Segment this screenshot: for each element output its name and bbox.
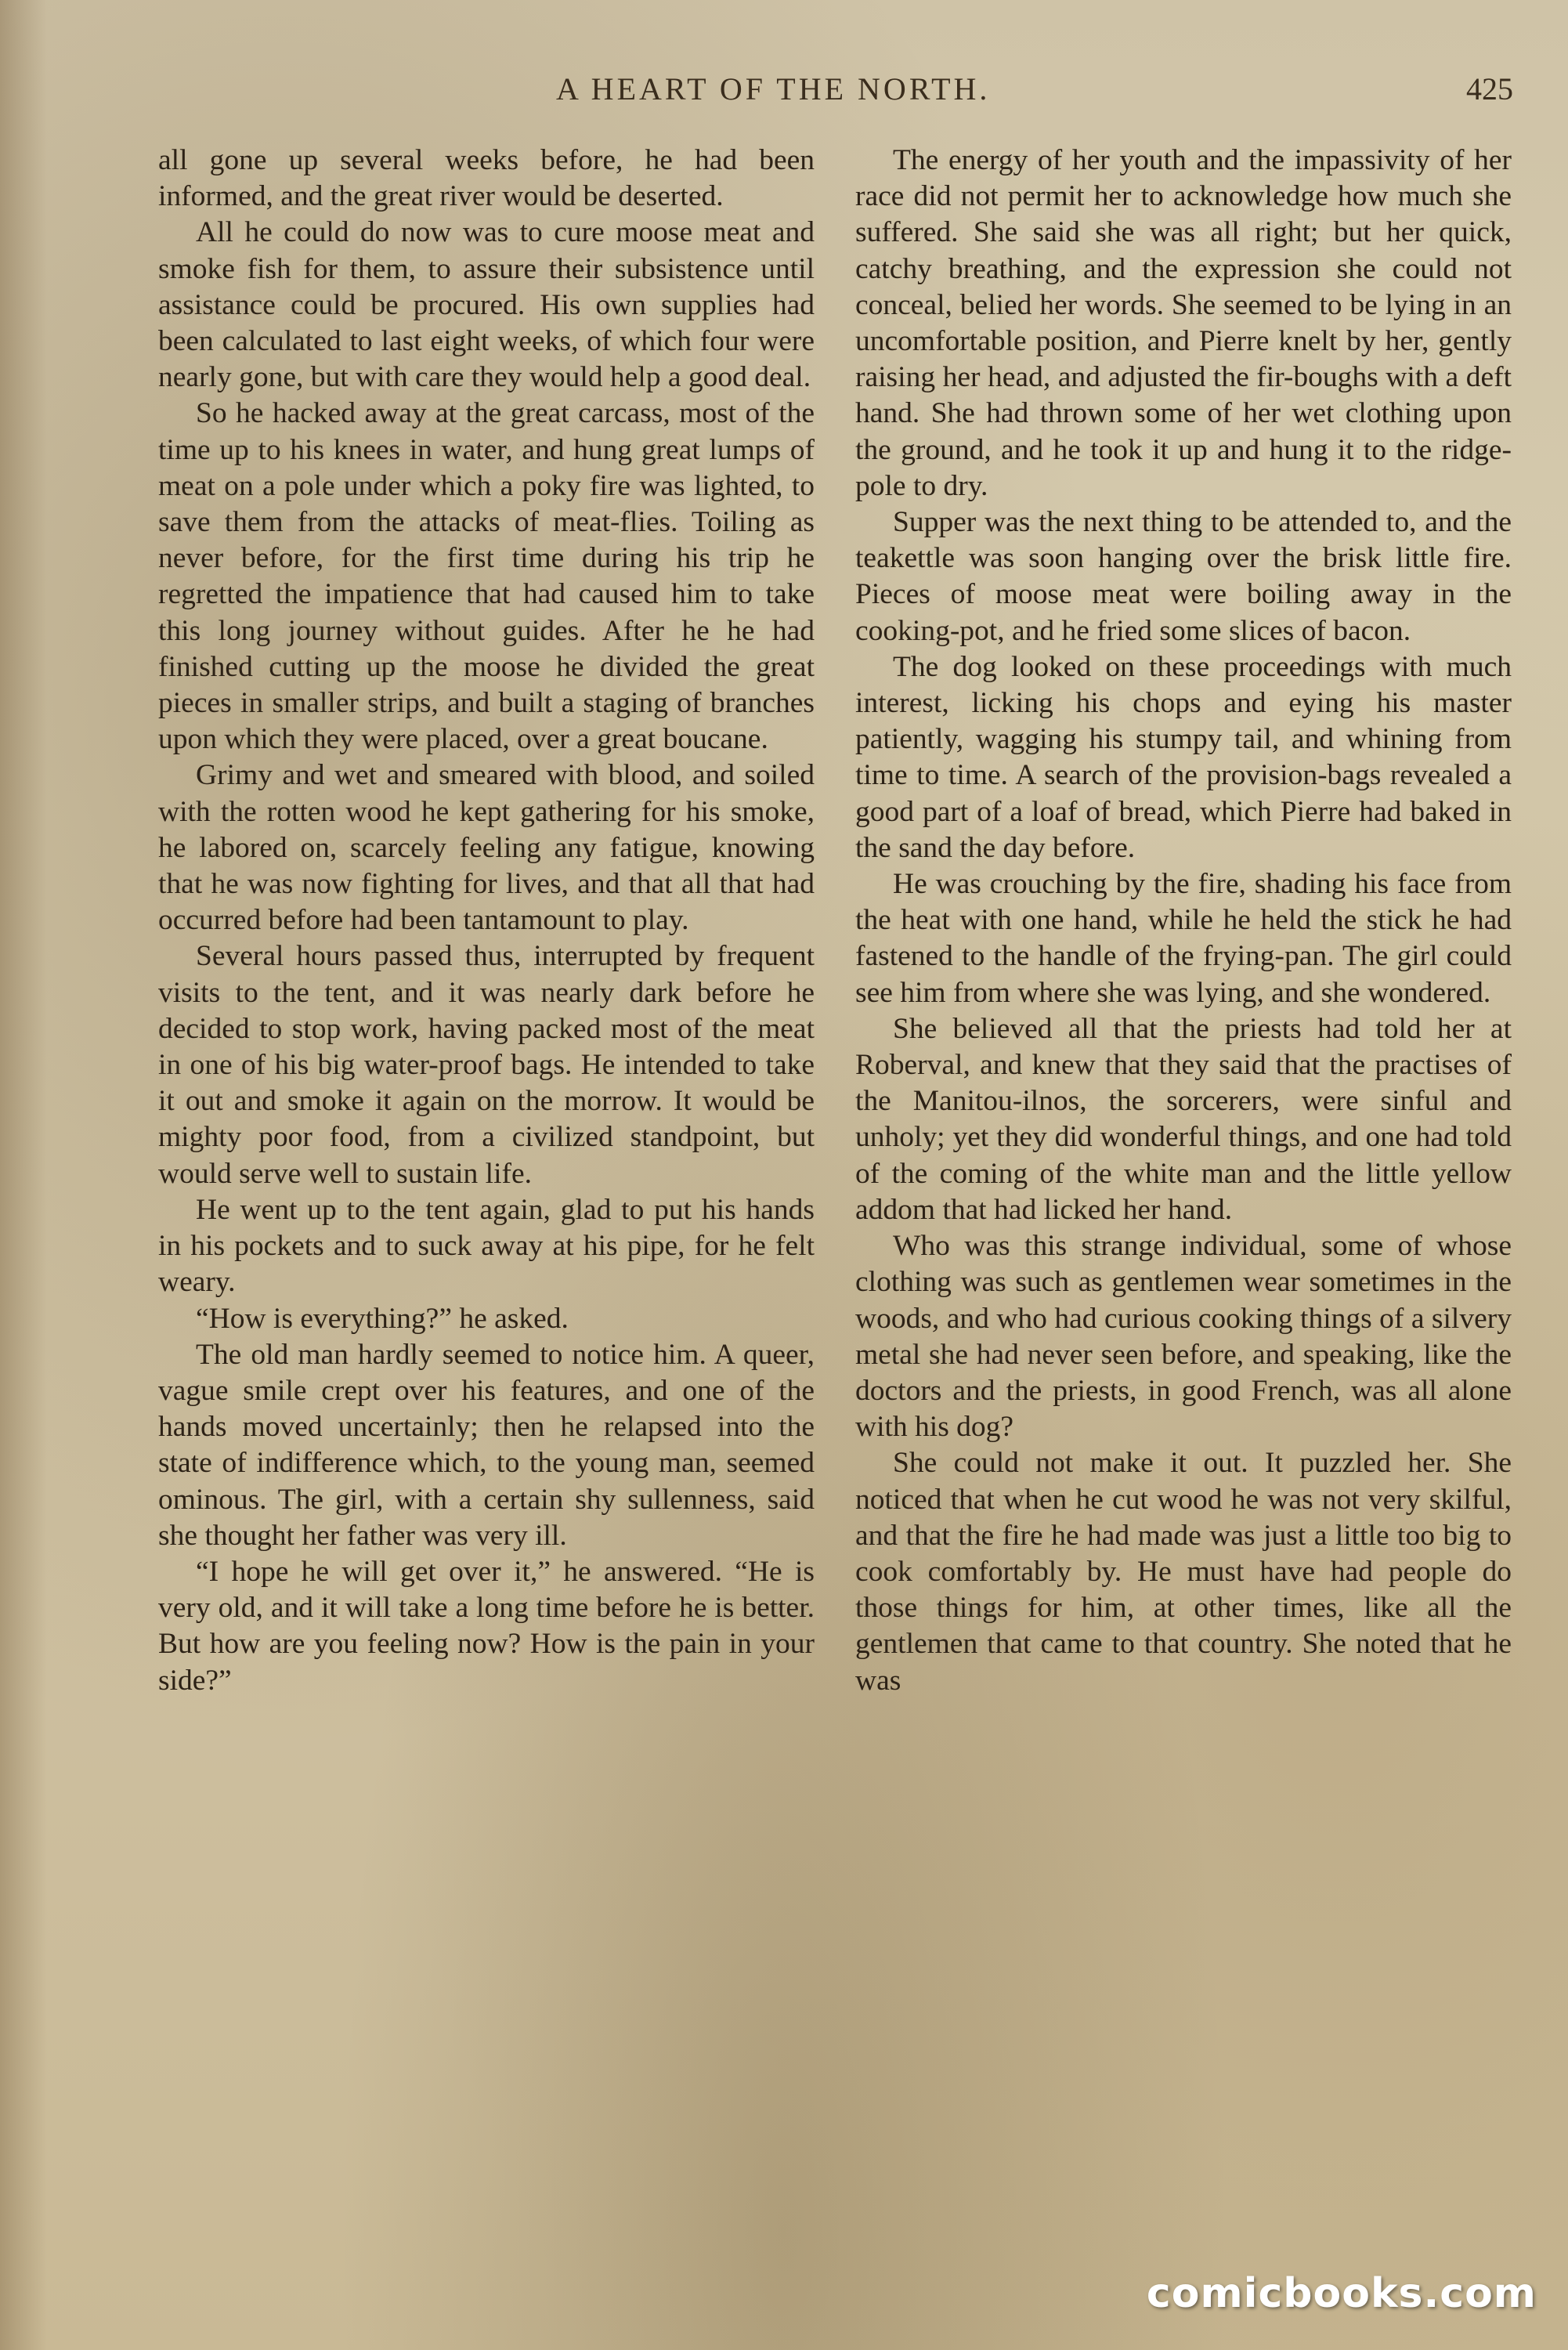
- paragraph: “How is everything?” he asked.: [196, 1302, 569, 1335]
- page-edge-shadow: [0, 0, 47, 2350]
- paragraph: The energy of her youth and the impassivity of her race did not permit her to acknowledge how much she suffered. She said she was all right; but her quick, catchy breathing, and the expression she could not conceal, belied her words. She seemed to be lying in an uncomfortable position, and Pierre knelt by her, gently raising her head, and adjusted the fir-boughs with a deft hand. She had thrown some of her wet clothing upon the ground, and he took it up and hung it to the ridge-pole to dry.: [855, 144, 1512, 502]
- paragraph: Several hours passed thus, interrupted by frequent visits to the tent, and it was nearly dark before he decided to stop work, having packed most of the meat in one of his big water-proof bags. He intended to take it out and smoke it again on the morrow. It would be mighty poor food, from a civilized standpoint, but would serve well to sustain life.: [158, 940, 815, 1190]
- paragraph: Grimy and wet and smeared with blood, and soiled with the rotten wood he kept gathering for his smoke, he labored on, scarcely feeling any fatigue, knowing that he was now fighting for lives, and that all that had occurred before had been tantamount to play.: [158, 759, 815, 937]
- paragraph: all gone up several weeks before, he had been informed, and the great river would be deserted.: [158, 144, 815, 213]
- page-number: 425: [1466, 71, 1513, 107]
- paragraph: All he could do now was to cure moose meat and smoke fish for them, to assure their subsistence until assistance could be procured. His own supplies had been calculated to last eight weeks, of which four were nearly gone, but with care they would help a good deal.: [158, 216, 815, 394]
- paragraph: He was crouching by the fire, shading his face from the heat with one hand, while he held the stick he had fastened to the handle of the frying-pan. The girl could see him from where she was lying, and she wondered.: [855, 868, 1512, 1009]
- paragraph: The dog looked on these proceedings with much interest, licking his chops and eying his master patiently, wagging his stumpy tail, and whining from time to time. A search of the provision-bags revealed a good part of a loaf of bread, which Pierre had baked in the sand the day before.: [855, 650, 1512, 864]
- page-header: [0, 66, 1568, 113]
- paragraph: “I hope he will get over it,” he answered. “He is very old, and it will take a long time before he is better. But how are you feeling now? How is the pain in your side?”: [158, 1555, 815, 1697]
- paragraph: Who was this strange individual, some of whose clothing was such as gentlemen wear sometimes in the woods, and who had curious cooking things of a silvery metal she had never seen before, and speaking, like the doctors and the priests, in good French, was all alone with his dog?: [855, 1230, 1512, 1444]
- paragraph: She believed all that the priests had told her at Roberval, and knew that they said that the practises of the Manitou-ilnos, the sorcerers, were sinful and unholy; yet they did wonderful things, and one had told of the coming of the white man and the little yellow addom that had licked her hand.: [855, 1012, 1512, 1226]
- left-column: [158, 143, 815, 1699]
- watermark: comicbooks.com: [1146, 2270, 1537, 2317]
- paragraph: So he hacked away at the great carcass, most of the time up to his knees in water, and hung great lumps of meat on a pole under which a poky fire was lighted, to save them from the attacks of meat-flies. Toiling as never before, for the first time during his trip he regretted the impatience that had caused him to take this long journey without guides. After he he had finished cutting up the moose he divided the great pieces in smaller strips, and built a staging of branches upon which they were placed, over a great boucane.: [158, 397, 815, 756]
- running-title: A HEART OF THE NORTH.: [556, 71, 991, 107]
- paragraph: She could not make it out. It puzzled her. She noticed that when he cut wood he was not very skilful, and that the fire he had made was just a little too big to cook comfortably by. He must have had people do those things for him, at other times, like all the gentlemen that came to that country. She noted that he was: [855, 1447, 1512, 1697]
- paragraph: The old man hardly seemed to notice him. A queer, vague smile crept over his features, and one of the hands moved uncertainly; then he relapsed into the state of indifference which, to the young man, seemed ominous. The girl, with a certain shy sullenness, said she thought her father was very ill.: [158, 1338, 815, 1552]
- paragraph: He went up to the tent again, glad to put his hands in his pockets and to suck away at his pipe, for he felt weary.: [158, 1193, 815, 1299]
- paragraph: Supper was the next thing to be attended to, and the teakettle was soon hanging over the brisk little fire. Pieces of moose meat were boiling away in the cooking-pot, and he fried some slices of bacon.: [855, 506, 1512, 647]
- right-column: [855, 143, 1512, 1699]
